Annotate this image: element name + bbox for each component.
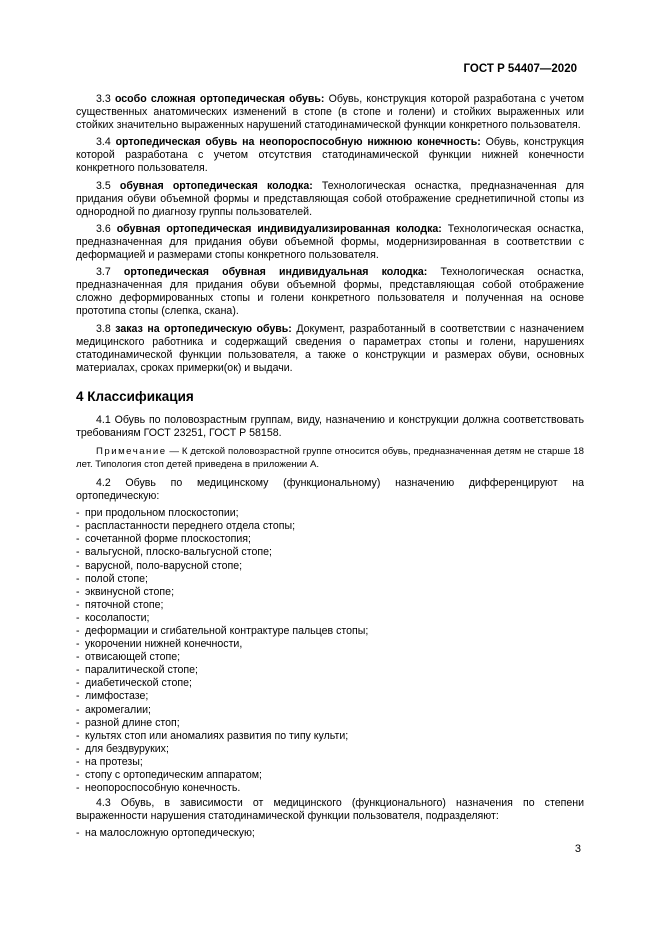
list-item-text: на протезы; [85,755,143,768]
doc-number-header: ГОСТ Р 54407—2020 [463,63,577,75]
def-num: 3.8 [96,322,111,335]
dash-bullet: - [76,598,80,611]
dash-bullet: - [76,559,80,572]
note-text: — К детской половозрастной группе относится обувь, предназначенная детям не старше 18 лет. Типология стоп детей приведена в приложении А. [76,446,584,470]
list-item [76,625,584,638]
def-term: ортопедическая обувная индивидуальная колодка: [123,266,428,279]
definition-3-5 [76,180,584,219]
def-num: 3.6 [96,222,111,235]
def-text: Обувь, конструкция которой разработана с учетом существенных анатомических изменений в стопе (в стопе и голени) и стойких выраженных или стойких значительно выраженных нарушений статодинамической функции конкретного пользователя. [76,93,584,132]
list-item [76,664,584,677]
list-item [76,507,584,520]
list-item-text: при продольном плоскостопии; [85,507,239,520]
definition-3-7 [76,266,584,318]
list-item [76,743,584,756]
def-term: заказ на ортопедическую обувь: [115,322,292,335]
list-item [76,586,584,599]
dash-bullet: - [76,703,80,716]
def-num: 3.7 [96,266,111,279]
list-item-text: вальгусной, плоско-вальгусной стопе; [85,546,272,559]
dash-bullet: - [76,625,80,637]
section-title: 4 Классификация [76,388,194,404]
def-term: обувная ортопедическая индивидуализированная колодка: [116,222,442,235]
dash-bullet: - [76,755,80,768]
list-item-text: отвисающей стопе; [85,651,181,664]
list-item [76,756,584,769]
list-item-text: лимфостазе; [85,690,149,703]
dash-bullet: - [76,729,80,742]
list-item-text: пяточной стопе; [85,598,164,611]
definition-3-8 [76,323,584,375]
list-item-text: укорочении нижней конечности, [85,638,243,651]
dash-bullet: - [76,507,80,520]
def-text: Документ, разработанный в соответствии с назначением медицинского работника и содержащий сведения о параметрах стопы и голени, нарушениях статодинамической функции пользователя, а также о конструкции и размерах обуви, основных материалах, сроках примерки(ок) и выдачи. [76,322,584,374]
list-item-text: деформации и сгибательной контрактуре пальцев стопы; [85,625,369,637]
list-item [76,769,584,782]
list-item-text: стопу с ортопедическим аппаратом; [85,769,262,782]
dash-bullet: - [76,716,80,729]
definition-3-4 [76,136,584,175]
list-item-text: косолапости; [85,611,150,624]
list-item [76,704,584,717]
def-term: ортопедическая обувь на неопороспособную нижнюю конечность: [115,136,481,149]
complexity-list [76,827,584,840]
list-item [76,546,584,559]
list-item-text: на малосложную ортопедическую; [85,827,255,840]
list-item [76,573,584,586]
list-item-text: акромегалии; [85,703,151,716]
dash-bullet: - [76,651,80,664]
dash-bullet: - [76,533,80,546]
list-item [76,827,584,840]
dash-bullet: - [76,769,80,782]
paragraph-4-3: 4.3 Обувь, в зависимости от медицинского (функционального) назначения по степени выраженности нарушения статодинамической функции пользователя, подразделяют: [76,797,584,823]
list-item [76,599,584,612]
list-item-text: диабетической стопе; [85,677,192,690]
dash-bullet: - [76,572,80,585]
list-item [76,638,584,651]
dash-bullet: - [76,664,80,677]
def-num: 3.4 [96,136,111,149]
dash-bullet: - [76,827,80,840]
def-text: Обувь, конструкция которой разработана с учетом отсутствия статодинамической функции нижней конечности конкретного пользователя. [76,136,584,175]
def-term: особо сложная ортопедическая обувь: [114,93,325,105]
dash-bullet: - [76,638,80,651]
def-text: Технологическая оснастка, предназначенная для придания обуви объемной формы, представляющая собой отображение сложно деформированных стопы и голени конкретного пользователя и полученная на основе прототипа стопы (слепка, скана). [76,266,585,318]
list-item [76,520,584,533]
list-item [76,717,584,730]
dash-bullet: - [76,690,80,703]
def-term: обувная ортопедическая колодка: [119,179,313,192]
list-item-text: паралитической стопе; [85,664,198,677]
list-item-text: варусной, поло-варусной стопе; [85,559,243,572]
dash-bullet: - [76,520,80,533]
list-item-text: полой стопе; [85,572,148,585]
definition-3-6 [76,223,584,262]
page-number: 3 [574,843,581,855]
list-item-text: для бездвуруких; [85,742,169,755]
list-item [76,560,584,573]
classification-list [76,507,584,795]
list-item [76,612,584,625]
def-text: Технологическая оснастка, предназначенная для придания обуви объемной формы и представляющая собой отображение среднетипичной стопы из однородной по диагнозу группы пользователей. [76,179,584,218]
list-item [76,651,584,664]
list-item-text: сочетанной форме плоскостопия; [85,533,251,546]
dash-bullet: - [76,782,80,795]
dash-bullet: - [76,677,80,690]
list-item [76,730,584,743]
paragraph-4-1: 4.1 Обувь по половозрастным группам, виду, назначению и конструкции должна соответствовать требованиям ГОСТ 23251, ГОСТ Р 58158. [76,413,584,440]
def-text: Технологическая оснастка, предназначенная для придания обуви объемной формы, модернизированная в соответствии с деформацией и размерами стопы конкретного пользователя. [76,222,584,262]
note-label: Примечание [96,446,167,458]
list-item [76,533,584,546]
def-num: 3.5 [96,179,111,192]
list-item-text: распластанности переднего отдела стопы; [85,520,296,533]
definition-3-3 [76,93,584,132]
list-item-text: эквинусной стопе; [85,585,175,598]
dash-bullet: - [76,585,80,598]
list-item [76,782,584,795]
note [76,446,584,471]
list-item-text: разной длине стоп; [85,716,180,729]
page-content [76,93,584,843]
paragraph-4-2: 4.2 Обувь по медицинскому (функциональному) назначению дифференцируют на ортопедическую: [76,476,584,503]
list-item [76,677,584,690]
list-item-text: неопороспособную конечность. [85,782,241,795]
list-item-text: культях стоп или аномалиях развития по типу культи; [85,729,349,742]
dash-bullet: - [76,742,80,755]
def-num: 3.3 [96,93,111,105]
dash-bullet: - [76,546,80,559]
dash-bullet: - [76,611,80,624]
list-item [76,690,584,703]
